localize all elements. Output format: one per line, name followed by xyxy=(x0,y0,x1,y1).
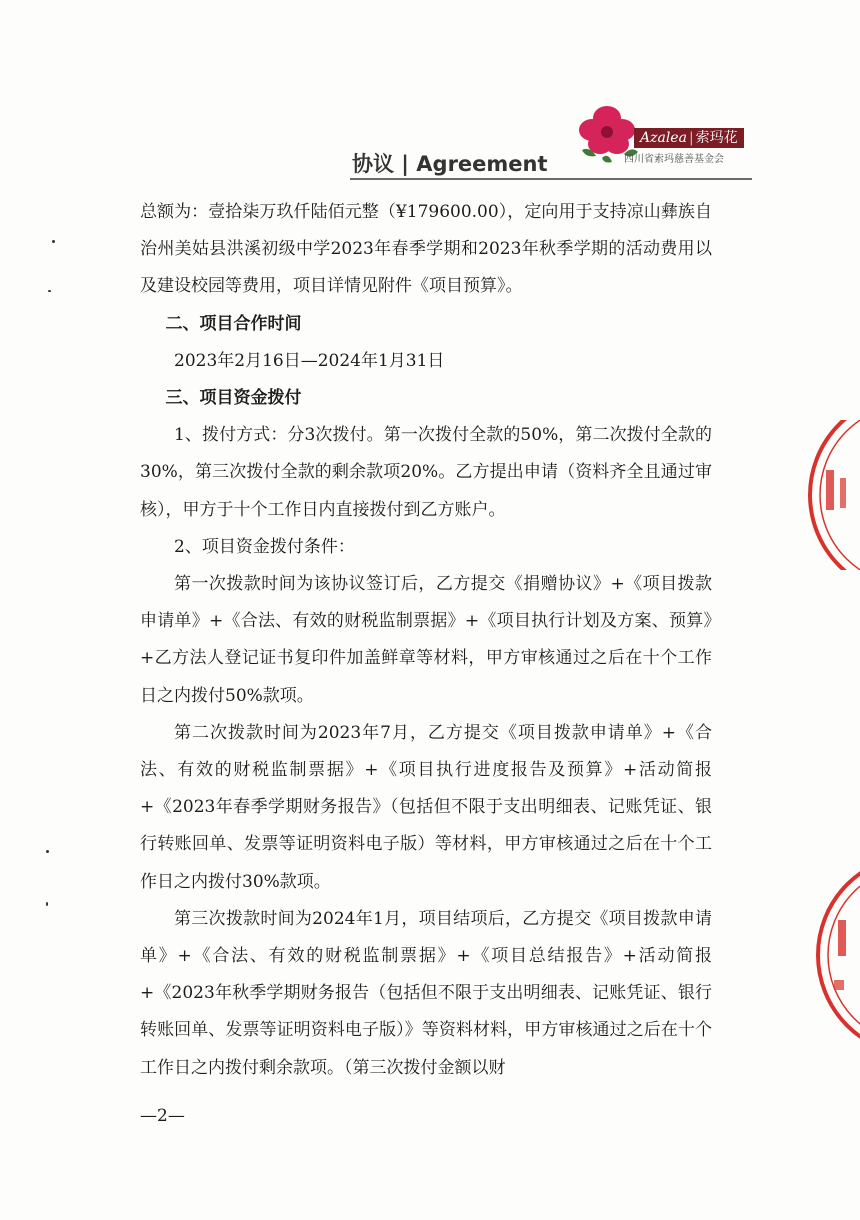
paragraph-total-amount: 总额为：壹拾柒万玖仟陆佰元整（¥179600.00），定向用于支持凉山彝族自治州美姑县洪溪初级中学2023年春季学期和2023年秋季学期的活动费用以及建设校园等费用，项目详情见附件《项目预算》。 xyxy=(140,202,712,297)
scan-speck xyxy=(48,290,51,292)
document-title: 协议 | Agreement xyxy=(352,152,548,176)
paragraph-third-payment: 第三次拨款时间为2024年1月，项目结项后，乙方提交《项目拨款申请单》+《合法、有效的财税监制票据》+《项目总结报告》+活动简报+《2023年秋季学期财务报告（包括但不限于支出明细表、记账凭证、银行转账回单、发票等证明资料电子版）》等资料材料，甲方审核通过之后在十个工作日之内拨付剩余款项。（第三次拨付金额以财 xyxy=(140,908,712,1078)
header-divider xyxy=(350,178,752,180)
scan-speck xyxy=(46,850,49,853)
paragraph-payment-method: 1、拨付方式：分3次拨付。第一次拨付全款的50%，第二次拨付全款的30%，第三次拨付全款的剩余款项20%。乙方提出申请（资料齐全且通过审核），甲方于十个工作日内直接拨付到乙方账户。 xyxy=(140,425,712,520)
paragraph-first-payment: 第一次拨款时间为该协议签订后，乙方提交《捐赠协议》+《项目拨款申请单》+《合法、有效的财税监制票据》+《项目执行计划及方案、预算》+乙方法人登记证书复印件加盖鲜章等材料，甲方审核通过之后在十个工作日之内拨付50%款项。 xyxy=(140,574,712,706)
brand-name-cn: 索玛花 xyxy=(695,130,738,146)
section-heading-funding: 三、项目资金拨付 xyxy=(165,388,302,409)
seal-stamp-bottom xyxy=(808,870,860,1040)
paragraph-payment-conditions-title: 2、项目资金拨付条件： xyxy=(174,536,355,557)
seal-stamp-top xyxy=(800,420,860,570)
brand-name-en: Azalea xyxy=(640,130,687,146)
foundation-logo xyxy=(572,100,764,166)
paragraph-second-payment: 第二次拨款时间为2023年7月，乙方提交《项目拨款申请单》+《合法、有效的财税监制票据》+《项目执行进度报告及预算》+活动简报+《2023年春季学期财务报告》（包括但不限于支出明细表、记账凭证、银行转账回单、发票等证明资料电子版）等材料，甲方审核通过之后在十个工作日之内拨付30%款项。 xyxy=(140,722,712,892)
brand-banner: Azalea | 索玛花 xyxy=(634,128,744,148)
foundation-name: 四川省索玛慈善基金会 xyxy=(624,154,724,165)
page-number: —2— xyxy=(140,1106,185,1126)
document-body xyxy=(140,194,712,1087)
project-period: 2023年2月16日—2024年1月31日 xyxy=(174,350,445,371)
scan-speck xyxy=(46,902,48,906)
section-heading-period: 二、项目合作时间 xyxy=(165,313,302,334)
scan-speck xyxy=(52,240,55,243)
